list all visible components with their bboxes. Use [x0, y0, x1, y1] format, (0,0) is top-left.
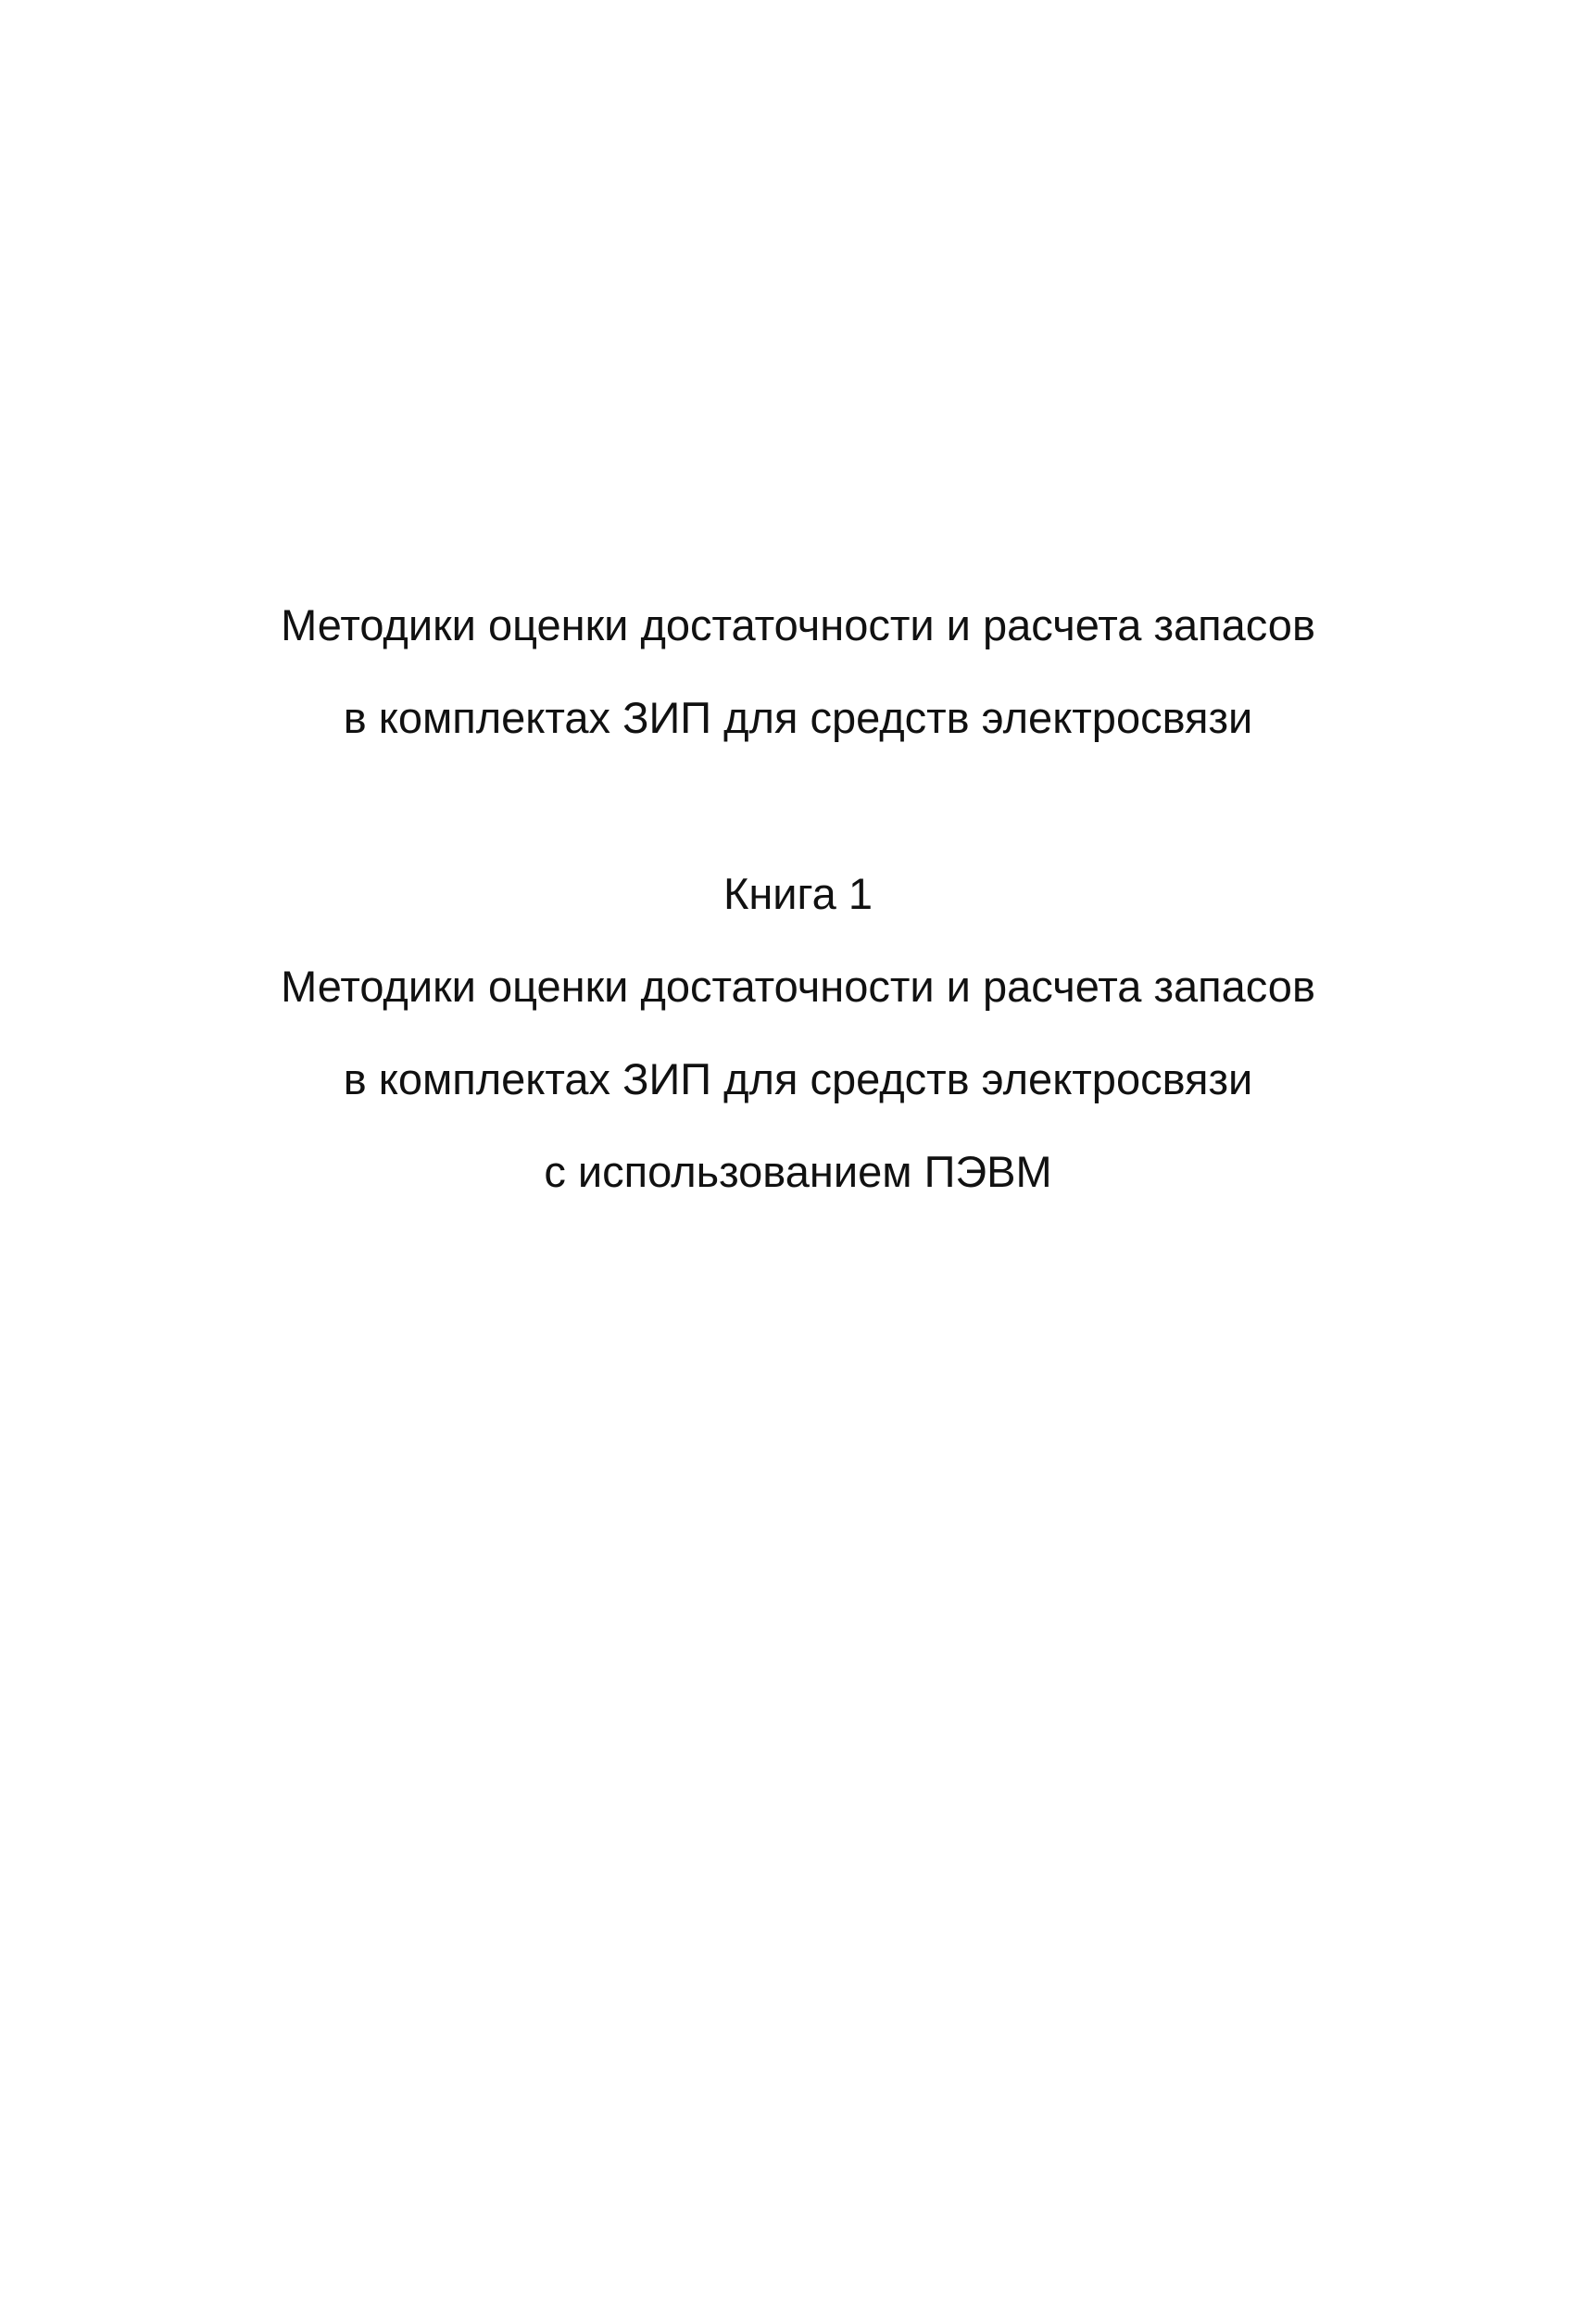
title-line-1: Методики оценки достаточности и расчета запасов — [281, 600, 1315, 649]
title-line-2: в комплектах ЗИП для средств электросвязи — [343, 693, 1253, 742]
book-label: Книга 1 — [723, 869, 873, 918]
book-title-line-2: в комплектах ЗИП для средств электросвязи — [343, 1054, 1253, 1103]
book-title-line-3: с использованием ПЭВМ — [544, 1147, 1052, 1196]
book-title-line-1: Методики оценки достаточности и расчета запасов — [281, 962, 1315, 1011]
